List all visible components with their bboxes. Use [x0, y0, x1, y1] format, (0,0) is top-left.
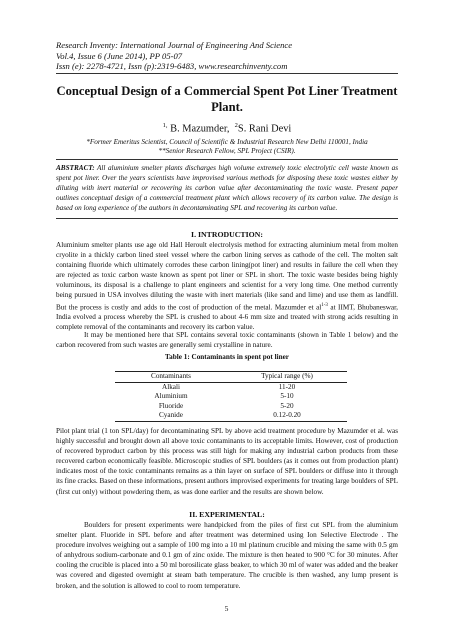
table-cell: Cyanide — [159, 411, 183, 419]
paper-title: Conceptual Design of a Commercial Spent Pot Liner Treatment Plant. — [56, 84, 398, 114]
table-cell: Fluoride — [158, 401, 184, 410]
page-number: 5 — [224, 604, 229, 613]
table-cell: 5-20 — [280, 401, 294, 410]
table-row — [115, 383, 347, 393]
abstract-bottom-divider — [56, 218, 398, 219]
table-cell: 0.12-0.20 — [273, 411, 301, 419]
abstract-label: ABSTRACT: — [56, 164, 95, 172]
citation-superscript: 1-3 — [321, 302, 328, 308]
table-cell: Alkali — [162, 382, 180, 391]
table-cell: 11-20 — [278, 382, 296, 391]
affiliation-2: **Senior Research Fellow, SPL Project (CSIR). — [158, 146, 296, 155]
abstract — [56, 164, 398, 214]
journal-name: Research Inventy: International Journal of Engineering And Science — [56, 40, 293, 50]
author2-name: S. Rani Devi — [237, 123, 292, 135]
journal-issn: Issn (e): 2278-4721, Issn (p):2319-6483, www.researchinventy.com — [56, 61, 288, 72]
table-row — [115, 402, 347, 412]
intro-paragraph-1-text-b: at IIMT, Bhubaneswar, India evolved a process whereby the SPL is crushed to about 4-6 mm size and treated with strong acids resulting in complete removal of the contaminants and recovery its carbon value. — [56, 302, 398, 332]
table-row — [115, 392, 347, 402]
journal-header — [56, 40, 292, 72]
table-header-cell: Contaminants — [151, 372, 191, 380]
contaminants-table — [115, 371, 347, 422]
author1-superscript: 1, — [162, 122, 168, 129]
intro-paragraph-2: It may be mentioned here that SPL contains several toxic contaminants (shown in Table 1 below) and the carbon recovered from such wastes are generally semi crystalline in nature. — [56, 331, 398, 350]
pilot-plant-paragraph: Pilot plant trial (1 ton SPL/day) for decontaminating SPL by above acid treatment procedure by Mazumder et al. was highly successful and brought down all above toxic contaminants to its acceptable limits. However, cost of production of recovered byproduct carbon by this process was still high for making any industrial carbon products from these recovered carbon economically feasible. Microscopic studies of SPL boulders (as it comes out from production plant) indicates most of the toxic contaminants remains as a thin layer on surface of SPL boulders or diffuse into it through its fine cracks. Based on these informations, present authors improvised experiments for treating large boulders of SPL (first cut only) without powdering them, as was done earlier and the results are shown below. — [56, 427, 398, 496]
table-cell: Aluminium — [154, 392, 188, 400]
table-header-row — [115, 371, 347, 383]
table-cell: 5-10 — [280, 392, 294, 400]
journal-volume: Vol.4, Issue 6 (June 2014), PP 05-07 — [56, 50, 183, 61]
author-line — [56, 122, 398, 134]
table-row — [115, 411, 347, 422]
intro-paragraph-1-text-a: Aluminium smelter plants use age old Hall Heroult electrolysis method for extracting aluminium metal from molten cryolite in a thickly carbon lined steel vessel where the carbon lining serves as cathode of the cell. The molten salt containing fluoride which ultimately corrodes these carbon lining(pot liner) and results in failure the cell when they are rejected as toxic carbon waste known as spent pot liner or SPL in short. The toxic waste besides being highly voluminous, its disposal is a challenge to plant engineers and scientist for a very long time. One method currently being pursued in USA involves diluting the waste with inert materials (like sand and lime) and use them as landfill. But the process is costly and adds to the cost of production of the metal. Mazumder et al — [56, 241, 398, 311]
table-header-cell: Typical range (%) — [261, 372, 313, 380]
affiliations — [56, 138, 398, 156]
header-divider — [56, 73, 398, 74]
intro-paragraph-1 — [56, 240, 398, 332]
affiliation-1: *Former Emeritus Scientist, Council of Scientific & Industrial Research New Delhi 110001, India — [86, 138, 368, 146]
author2-superscript: 2 — [234, 122, 238, 129]
abstract-text: All aluminium smelter plants discharges high volume extremely toxic electrolytic cell waste known as spent pot liner. Over the years scientists have improvised various methods for disposing these toxic wastes either by diluting with inert material or recovering its carbon value after decontaminating the toxic waste. Present paper outlines conceptual design of a commercial treatment plant which allows recovery of its carbon value. The design is based on long experience of the authors in decontaminating SPL and recovering its carbon value. — [56, 164, 398, 212]
section-heading-experimental: II. EXPERIMENTAL: — [189, 510, 265, 519]
experimental-paragraph: Boulders for present experiments were handpicked from the piles of first cut SPL from the aluminium smelter plant. Fluoride in SPL before and after treatment was determined using Ion Selective Electrode . The procedure involves weighing out a sample of 100 mg into a 10 ml platinum crucible and mixing the same with 0.5 gm of anhydrous sodium-carbonate and 0.1 gm of zinc oxide. The mixture is then heated to 900 °C for 30 minutes. After cooling the crucible is placed into a 50 ml borosilicate glass beaker, to which 30 ml of water was added and the beaker was covered and digested overnight at steam bath temperature. The crucible is then washed, any lump present is broken, and the solution is allowed to cool to room temperature. — [56, 521, 398, 590]
table-caption: Table 1: Contaminants in spent pot liner — [165, 353, 289, 361]
section-heading-introduction: I. INTRODUCTION: — [191, 230, 263, 239]
abstract-top-divider — [56, 159, 398, 160]
author1-name: B. Mazumder, — [170, 123, 230, 135]
